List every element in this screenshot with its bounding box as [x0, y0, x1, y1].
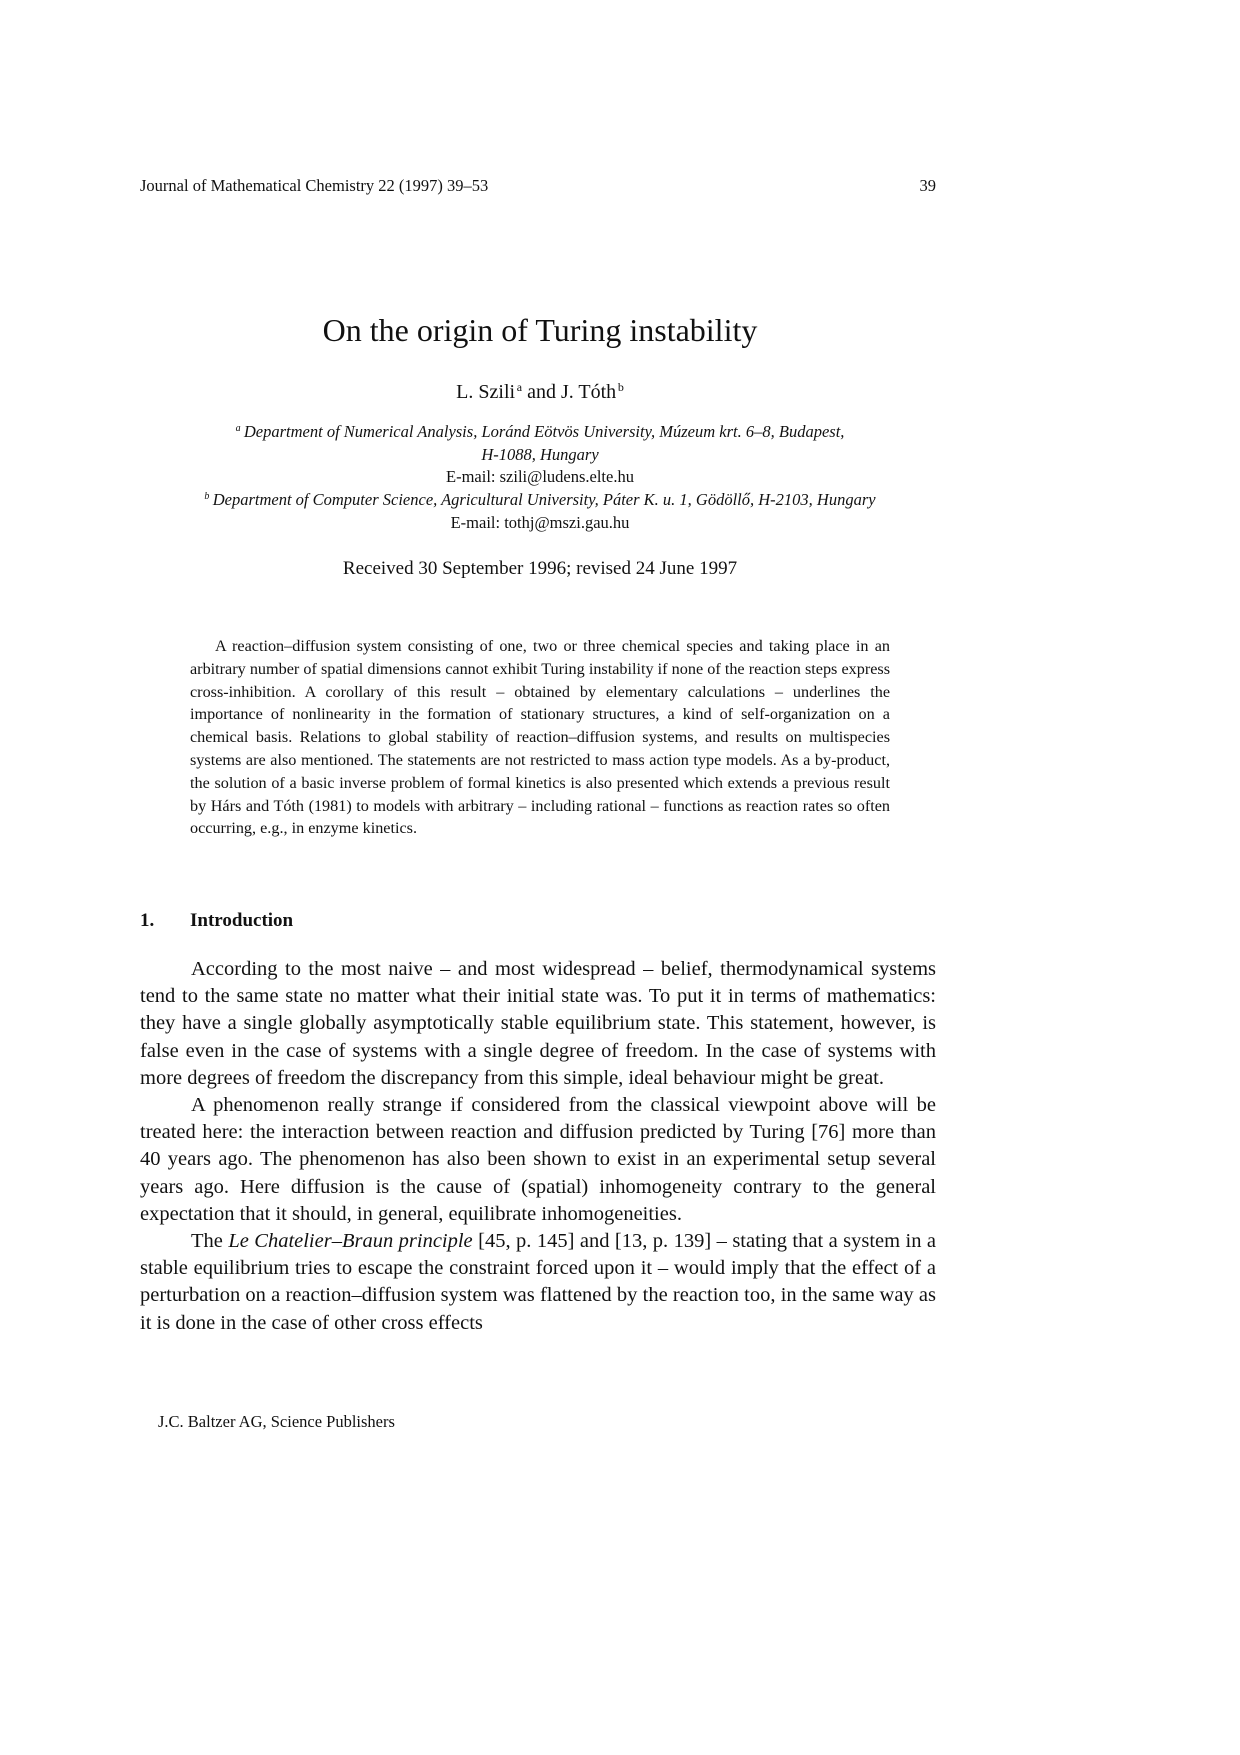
affiliation-line: $^a$ Department of Numerical Analysis, Loránd Eötvös University, Múzeum krt. 6–8, Budapest, [235, 422, 845, 441]
authors-joiner: and [527, 381, 556, 403]
abstract: A reaction–diffusion system consisting of one, two or three chemical species and taking place in an arbitrary number of spatial dimensions cannot exhibit Turing instability if none of the reaction steps express cross-inhibition. A corollary of this result – obtained by elementary calculations – underlines the importance of nonlinearity in the formation of stationary structures, a kind of self-organization on a chemical basis. Relations to global stability of reaction–diffusion systems, and results on multispecies systems are also mentioned. The statements are not restricted to mass action type models. As a by-product, the solution of a basic inverse problem of formal kinetics is also presented which extends a previous result by Hárs and Tóth (1981) to models with arbitrary – including rational – functions as reaction rates so often occurring, e.g., in enzyme kinetics. [190, 637, 890, 838]
affiliation-mark: b [204, 491, 210, 502]
publisher-footer: J.C. Baltzer AG, Science Publishers [158, 1412, 395, 1431]
paper-title: On the origin of Turing instability [322, 312, 758, 348]
section-number: 1. [140, 910, 155, 931]
affiliation-line: H-1088, Hungary [481, 444, 599, 464]
received-dates: Received 30 September 1996; revised 24 June 1997 [342, 558, 738, 579]
section-title: Introduction [190, 910, 294, 931]
author-name: L. Szili [456, 381, 516, 403]
emphasis: Le Chatelier–Braun principle [228, 1230, 473, 1253]
author-list [0, 380, 1080, 404]
paragraph: According to the most naive – and most widespread – belief, thermodynamical systems tend to the same state no matter what their initial state was. To put it in terms of mathematics: they have a single globally asymptotically stable equilibrium state. This statement, however, is false even in the case of systems with a single degree of freedom. In the case of systems with more degrees of freedom the discrepancy from this simple, ideal behaviour might be great. [140, 958, 936, 1089]
paragraph: A phenomenon really strange if considered from the classical viewpoint above will be treated here: the interaction between reaction and diffusion predicted by Turing [76] more than 40 years ago. The phenomenon has also been shown to exist in an experimental setup several years ago. Here diffusion is the cause of (spatial) inhomogeneity contrary to the general expectation that it should, in general, equilibrate inhomogeneities. [140, 1094, 936, 1225]
affiliation-line: $^b$ Department of Computer Science, Agricultural University, Páter K. u. 1, Gödöllő, H-2103, Hungary [204, 490, 876, 509]
email-b[interactable]: E-mail: tothj@mszi.gau.hu [450, 512, 630, 532]
body-text [140, 956, 936, 1337]
section-heading [140, 910, 293, 932]
email-a[interactable]: E-mail: szili@ludens.elte.hu [446, 467, 634, 486]
page-number: 39 [919, 176, 936, 195]
affiliation-a [130, 418, 950, 489]
author-affiliation-mark: b [617, 380, 624, 394]
paragraph: The Le Chatelier–Braun principle [45, p. 145] and [13, p. 139] – stating that a system in a stable equilibrium tries to escape the constraint forced upon it – would imply that the effect of a perturbation on a reaction–diffusion system was flattened by the reaction too, in the same way as it is done in the case of other cross effects [140, 1230, 937, 1334]
journal-citation: Journal of Mathematical Chemistry 22 (1997) 39–53 [140, 176, 489, 195]
affiliation-mark: a [235, 423, 241, 434]
author-affiliation-mark: a [516, 380, 523, 394]
author-name: J. Tóth [560, 381, 617, 403]
running-head [140, 176, 936, 196]
affiliation-b [120, 486, 960, 534]
